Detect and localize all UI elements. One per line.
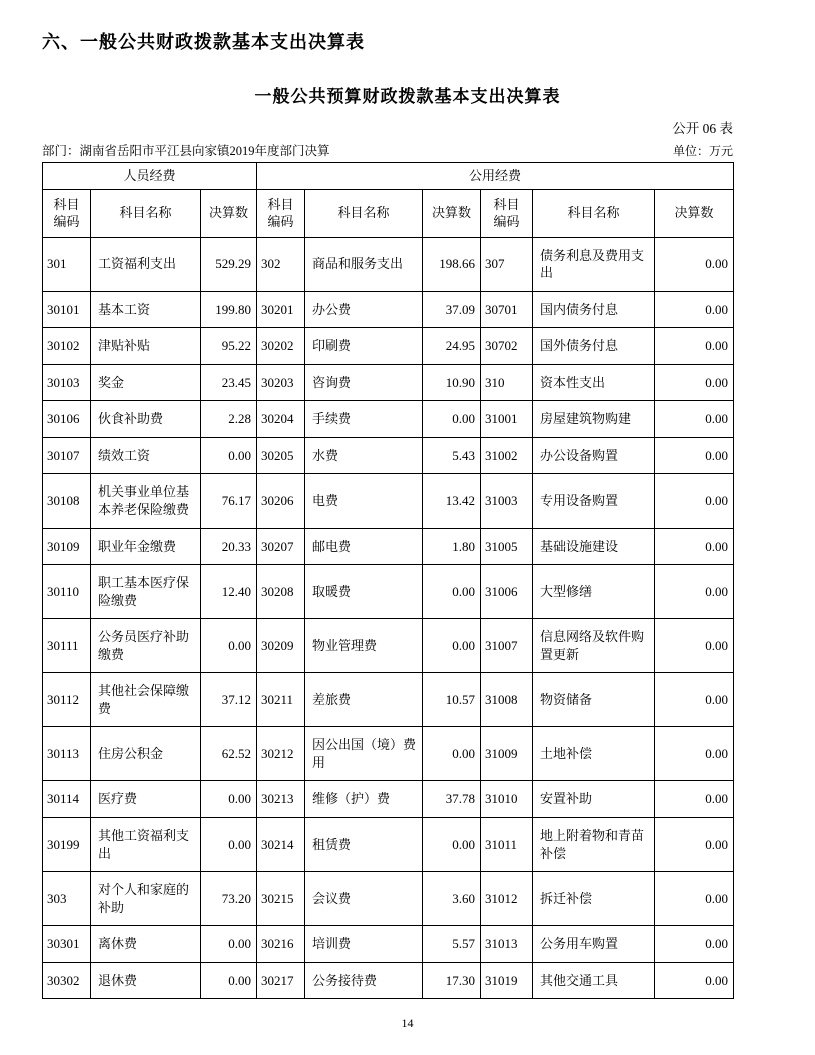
cell-value: 0.00 xyxy=(655,565,734,619)
cell-code: 30208 xyxy=(257,565,305,619)
cell-name: 土地补偿 xyxy=(533,727,655,781)
department-label: 部门：湖南省岳阳市平江县向家镇2019年度部门决算 xyxy=(42,144,330,158)
cell-name: 差旅费 xyxy=(305,673,423,727)
cell-value: 0.00 xyxy=(655,727,734,781)
cell-name: 基本工资 xyxy=(91,291,201,328)
cell-value: 198.66 xyxy=(423,237,481,291)
group-header-public: 公用经费 xyxy=(257,163,734,190)
table-row xyxy=(43,818,734,872)
cell-name: 印刷费 xyxy=(305,328,423,365)
cell-code: 30215 xyxy=(257,872,305,926)
cell-name: 物资储备 xyxy=(533,673,655,727)
cell-value: 0.00 xyxy=(655,673,734,727)
cell-value: 0.00 xyxy=(201,926,257,963)
cell-code: 30301 xyxy=(43,926,91,963)
cell-value: 37.78 xyxy=(423,781,481,818)
cell-value: 76.17 xyxy=(201,474,257,528)
cell-name: 工资福利支出 xyxy=(91,237,201,291)
cell-code: 30109 xyxy=(43,528,91,565)
cell-code: 30114 xyxy=(43,781,91,818)
table-row xyxy=(43,237,734,291)
table-title: 一般公共预算财政拨款基本支出决算表 xyxy=(254,87,561,106)
cell-name: 培训费 xyxy=(305,926,423,963)
group-header-row xyxy=(43,163,734,190)
cell-name: 基础设施建设 xyxy=(533,528,655,565)
group-header-personnel: 人员经费 xyxy=(43,163,257,190)
cell-name: 津贴补贴 xyxy=(91,328,201,365)
cell-code: 31002 xyxy=(481,437,533,474)
cell-code: 30108 xyxy=(43,474,91,528)
cell-name: 公务接待费 xyxy=(305,962,423,999)
cell-value: 0.00 xyxy=(655,781,734,818)
cell-code: 30111 xyxy=(43,619,91,673)
cell-value: 10.90 xyxy=(423,364,481,401)
meta-row xyxy=(42,141,733,159)
cell-code: 30203 xyxy=(257,364,305,401)
cell-code: 30103 xyxy=(43,364,91,401)
cell-value: 0.00 xyxy=(201,818,257,872)
cell-value: 24.95 xyxy=(423,328,481,365)
cell-name: 住房公积金 xyxy=(91,727,201,781)
cell-value: 3.60 xyxy=(423,872,481,926)
cell-name: 职业年金缴费 xyxy=(91,528,201,565)
table-row xyxy=(43,291,734,328)
cell-code: 302 xyxy=(257,237,305,291)
cell-code: 31006 xyxy=(481,565,533,619)
cell-name: 绩效工资 xyxy=(91,437,201,474)
expenditure-table xyxy=(42,162,734,999)
column-header-code: 科目编码 xyxy=(257,189,305,237)
cell-name: 安置补助 xyxy=(533,781,655,818)
cell-code: 31003 xyxy=(481,474,533,528)
cell-name: 信息网络及软件购置更新 xyxy=(533,619,655,673)
cell-value: 0.00 xyxy=(655,401,734,438)
cell-code: 303 xyxy=(43,872,91,926)
cell-value: 0.00 xyxy=(201,781,257,818)
table-row xyxy=(43,565,734,619)
cell-name: 水费 xyxy=(305,437,423,474)
cell-name: 房屋建筑物购建 xyxy=(533,401,655,438)
cell-code: 310 xyxy=(481,364,533,401)
section-title: 六、一般公共财政拨款基本支出决算表 xyxy=(42,32,365,52)
cell-value: 5.43 xyxy=(423,437,481,474)
cell-code: 307 xyxy=(481,237,533,291)
cell-name: 其他交通工具 xyxy=(533,962,655,999)
table-row xyxy=(43,328,734,365)
column-header-code: 科目编码 xyxy=(481,189,533,237)
cell-code: 30207 xyxy=(257,528,305,565)
cell-name: 办公费 xyxy=(305,291,423,328)
table-row xyxy=(43,872,734,926)
cell-value: 37.09 xyxy=(423,291,481,328)
cell-code: 30212 xyxy=(257,727,305,781)
cell-name: 奖金 xyxy=(91,364,201,401)
cell-code: 30204 xyxy=(257,401,305,438)
table-row xyxy=(43,727,734,781)
cell-value: 23.45 xyxy=(201,364,257,401)
cell-name: 拆迁补偿 xyxy=(533,872,655,926)
cell-value: 0.00 xyxy=(423,619,481,673)
cell-name: 电费 xyxy=(305,474,423,528)
cell-value: 0.00 xyxy=(655,364,734,401)
cell-name: 商品和服务支出 xyxy=(305,237,423,291)
cell-value: 0.00 xyxy=(655,291,734,328)
cell-code: 31013 xyxy=(481,926,533,963)
table-row xyxy=(43,781,734,818)
column-header-row xyxy=(43,189,734,237)
cell-name: 租赁费 xyxy=(305,818,423,872)
column-header-name: 科目名称 xyxy=(91,189,201,237)
cell-name: 其他工资福利支出 xyxy=(91,818,201,872)
cell-value: 0.00 xyxy=(423,818,481,872)
cell-value: 2.28 xyxy=(201,401,257,438)
cell-value: 37.12 xyxy=(201,673,257,727)
cell-value: 0.00 xyxy=(655,328,734,365)
cell-name: 维修（护）费 xyxy=(305,781,423,818)
cell-code: 30209 xyxy=(257,619,305,673)
cell-code: 30211 xyxy=(257,673,305,727)
cell-code: 301 xyxy=(43,237,91,291)
cell-value: 0.00 xyxy=(655,619,734,673)
cell-value: 20.33 xyxy=(201,528,257,565)
table-row xyxy=(43,474,734,528)
cell-value: 95.22 xyxy=(201,328,257,365)
cell-code: 30107 xyxy=(43,437,91,474)
cell-name: 伙食补助费 xyxy=(91,401,201,438)
cell-name: 地上附着物和青苗补偿 xyxy=(533,818,655,872)
cell-code: 31019 xyxy=(481,962,533,999)
cell-code: 30216 xyxy=(257,926,305,963)
cell-code: 31007 xyxy=(481,619,533,673)
cell-name: 其他社会保障缴费 xyxy=(91,673,201,727)
cell-name: 手续费 xyxy=(305,401,423,438)
table-number: 公开 06 表 xyxy=(672,121,733,136)
column-header-value: 决算数 xyxy=(201,189,257,237)
cell-code: 30199 xyxy=(43,818,91,872)
cell-code: 30206 xyxy=(257,474,305,528)
cell-name: 职工基本医疗保险缴费 xyxy=(91,565,201,619)
cell-code: 30102 xyxy=(43,328,91,365)
cell-code: 30702 xyxy=(481,328,533,365)
cell-name: 机关事业单位基本养老保险缴费 xyxy=(91,474,201,528)
cell-name: 邮电费 xyxy=(305,528,423,565)
table-row xyxy=(43,673,734,727)
cell-value: 1.80 xyxy=(423,528,481,565)
cell-code: 30106 xyxy=(43,401,91,438)
cell-value: 0.00 xyxy=(201,437,257,474)
cell-code: 31012 xyxy=(481,872,533,926)
column-header-name: 科目名称 xyxy=(305,189,423,237)
cell-value: 199.80 xyxy=(201,291,257,328)
unit-label: 单位：万元 xyxy=(672,144,733,158)
cell-code: 30213 xyxy=(257,781,305,818)
cell-name: 对个人和家庭的补助 xyxy=(91,872,201,926)
cell-value: 5.57 xyxy=(423,926,481,963)
cell-value: 0.00 xyxy=(655,926,734,963)
cell-name: 离休费 xyxy=(91,926,201,963)
column-header-code: 科目编码 xyxy=(43,189,91,237)
table-row xyxy=(43,962,734,999)
cell-code: 30112 xyxy=(43,673,91,727)
cell-name: 取暖费 xyxy=(305,565,423,619)
cell-name: 资本性支出 xyxy=(533,364,655,401)
cell-code: 31001 xyxy=(481,401,533,438)
cell-value: 62.52 xyxy=(201,727,257,781)
cell-name: 办公设备购置 xyxy=(533,437,655,474)
cell-code: 30113 xyxy=(43,727,91,781)
cell-value: 13.42 xyxy=(423,474,481,528)
cell-value: 0.00 xyxy=(423,565,481,619)
cell-name: 咨询费 xyxy=(305,364,423,401)
page-number: 14 xyxy=(401,1016,414,1030)
cell-value: 0.00 xyxy=(655,237,734,291)
cell-value: 0.00 xyxy=(655,437,734,474)
cell-value: 0.00 xyxy=(201,619,257,673)
cell-name: 专用设备购置 xyxy=(533,474,655,528)
cell-code: 31010 xyxy=(481,781,533,818)
cell-value: 0.00 xyxy=(655,962,734,999)
cell-code: 30110 xyxy=(43,565,91,619)
table-row xyxy=(43,926,734,963)
cell-name: 物业管理费 xyxy=(305,619,423,673)
cell-value: 0.00 xyxy=(655,818,734,872)
cell-value: 0.00 xyxy=(423,401,481,438)
cell-code: 31005 xyxy=(481,528,533,565)
cell-code: 30701 xyxy=(481,291,533,328)
cell-value: 529.29 xyxy=(201,237,257,291)
cell-code: 30214 xyxy=(257,818,305,872)
table-row xyxy=(43,437,734,474)
cell-code: 31011 xyxy=(481,818,533,872)
table-row xyxy=(43,364,734,401)
cell-name: 债务利息及费用支出 xyxy=(533,237,655,291)
cell-name: 国内债务付息 xyxy=(533,291,655,328)
cell-name: 国外债务付息 xyxy=(533,328,655,365)
cell-code: 30101 xyxy=(43,291,91,328)
cell-name: 退休费 xyxy=(91,962,201,999)
cell-value: 0.00 xyxy=(423,727,481,781)
cell-code: 30202 xyxy=(257,328,305,365)
cell-value: 0.00 xyxy=(655,872,734,926)
column-header-value: 决算数 xyxy=(655,189,734,237)
cell-code: 30217 xyxy=(257,962,305,999)
cell-name: 因公出国（境）费用 xyxy=(305,727,423,781)
cell-code: 30201 xyxy=(257,291,305,328)
cell-name: 会议费 xyxy=(305,872,423,926)
cell-value: 0.00 xyxy=(655,474,734,528)
cell-value: 12.40 xyxy=(201,565,257,619)
column-header-name: 科目名称 xyxy=(533,189,655,237)
cell-code: 30302 xyxy=(43,962,91,999)
table-row xyxy=(43,401,734,438)
table-row xyxy=(43,619,734,673)
cell-name: 医疗费 xyxy=(91,781,201,818)
cell-value: 73.20 xyxy=(201,872,257,926)
cell-name: 大型修缮 xyxy=(533,565,655,619)
cell-code: 31008 xyxy=(481,673,533,727)
cell-code: 31009 xyxy=(481,727,533,781)
cell-value: 10.57 xyxy=(423,673,481,727)
cell-name: 公务员医疗补助缴费 xyxy=(91,619,201,673)
column-header-value: 决算数 xyxy=(423,189,481,237)
cell-value: 0.00 xyxy=(201,962,257,999)
table-row xyxy=(43,528,734,565)
cell-code: 30205 xyxy=(257,437,305,474)
cell-name: 公务用车购置 xyxy=(533,926,655,963)
cell-value: 0.00 xyxy=(655,528,734,565)
cell-value: 17.30 xyxy=(423,962,481,999)
